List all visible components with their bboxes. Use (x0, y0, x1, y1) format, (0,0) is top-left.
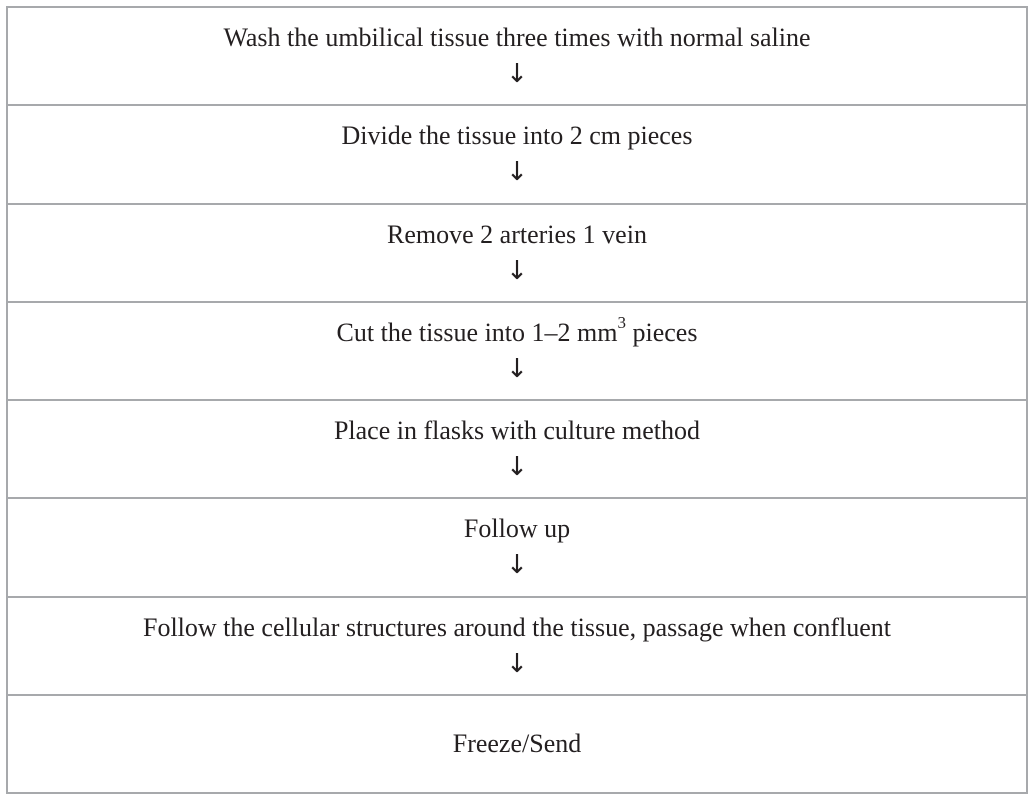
step-text-cut-suffix: pieces (625, 317, 698, 347)
step-row-follow-cellular (8, 598, 1026, 696)
step-row-wash (8, 8, 1026, 106)
step-row-follow-up (8, 499, 1026, 597)
step-text-place: Place in flasks with culture method (333, 416, 701, 446)
step-text-cut-main: Cut the tissue into 1–2 mm (336, 317, 618, 347)
step-row-place (8, 401, 1026, 499)
step-text-divide: Divide the tissue into 2 cm pieces (341, 121, 693, 151)
down-arrow-icon: ↓ (506, 353, 528, 384)
step-text-cut (336, 313, 698, 348)
step-text-wash: Wash the umbilical tissue three times with normal saline (223, 23, 811, 53)
down-arrow-icon: ↓ (506, 648, 528, 679)
down-arrow-icon: ↓ (506, 59, 528, 90)
down-arrow-icon: ↓ (506, 550, 528, 581)
step-text-follow-cellular: Follow the cellular structures around the tissue, passage when confluent (142, 612, 892, 642)
step-row-cut (8, 303, 1026, 401)
step-row-freeze (8, 696, 1026, 792)
step-row-divide (8, 106, 1026, 204)
step-row-remove (8, 205, 1026, 303)
step-text-cut-superscript: 3 (617, 313, 626, 333)
down-arrow-icon: ↓ (506, 255, 528, 286)
step-text-freeze: Freeze/Send (452, 728, 582, 758)
step-text-follow-up: Follow up (463, 514, 571, 544)
down-arrow-icon: ↓ (506, 452, 528, 483)
step-text-remove: Remove 2 arteries 1 vein (387, 219, 647, 249)
flowchart-table (6, 6, 1028, 794)
down-arrow-icon: ↓ (506, 157, 528, 188)
